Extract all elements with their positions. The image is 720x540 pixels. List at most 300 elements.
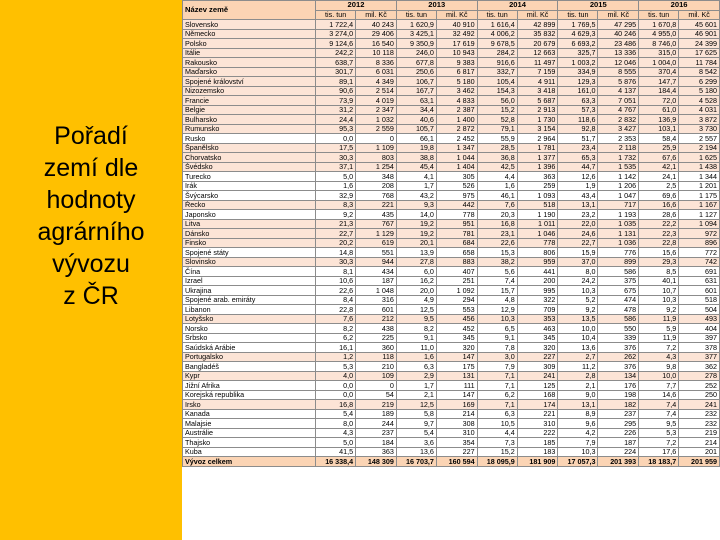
country-name-cell: Thajsko bbox=[183, 438, 316, 448]
volume-cell: 28,5 bbox=[477, 143, 517, 153]
value-cell: 183 bbox=[517, 447, 558, 457]
volume-cell: 38,8 bbox=[396, 153, 436, 163]
volume-cell: 43,2 bbox=[396, 191, 436, 201]
country-name-cell: Polsko bbox=[183, 39, 316, 49]
volume-cell: 19,8 bbox=[396, 143, 436, 153]
volume-cell: 63,3 bbox=[558, 96, 598, 106]
volume-cell: 9,1 bbox=[477, 333, 517, 343]
value-cell: 526 bbox=[436, 181, 477, 191]
country-name-cell: Švédsko bbox=[183, 162, 316, 172]
volume-cell: 1,7 bbox=[396, 181, 436, 191]
volume-cell: 34,4 bbox=[396, 105, 436, 115]
country-name-cell: Kuba bbox=[183, 447, 316, 457]
value-cell: 441 bbox=[517, 267, 558, 277]
table-row bbox=[183, 390, 720, 400]
value-cell: 375 bbox=[598, 276, 639, 286]
value-cell: 504 bbox=[679, 305, 720, 315]
value-cell: 675 bbox=[598, 286, 639, 296]
table-row bbox=[183, 134, 720, 144]
volume-cell: 12,5 bbox=[396, 400, 436, 410]
value-cell: 1 094 bbox=[679, 219, 720, 229]
value-cell: 262 bbox=[598, 352, 639, 362]
value-cell: 250 bbox=[679, 390, 720, 400]
unit-header: tis. tun bbox=[316, 10, 356, 20]
value-cell: 241 bbox=[517, 371, 558, 381]
value-cell: 899 bbox=[598, 257, 639, 267]
country-name-cell: Bulharsko bbox=[183, 115, 316, 125]
value-cell: 438 bbox=[356, 324, 397, 334]
value-cell: 310 bbox=[436, 428, 477, 438]
volume-cell: 25,9 bbox=[639, 143, 679, 153]
volume-cell: 79,1 bbox=[477, 124, 517, 134]
value-cell: 0 bbox=[356, 381, 397, 391]
volume-cell: 22,7 bbox=[316, 229, 356, 239]
value-cell: 182 bbox=[598, 400, 639, 410]
country-name-cell: Belgie bbox=[183, 105, 316, 115]
country-name-cell: Spojené království bbox=[183, 77, 316, 87]
volume-cell: 250,6 bbox=[396, 67, 436, 77]
value-cell: 278 bbox=[679, 371, 720, 381]
value-cell: 883 bbox=[436, 257, 477, 267]
volume-cell: 7,6 bbox=[316, 314, 356, 324]
total-value-cell: 160 594 bbox=[436, 457, 477, 467]
volume-cell: 22,6 bbox=[316, 286, 356, 296]
volume-cell: 16,2 bbox=[396, 276, 436, 286]
value-cell: 8 336 bbox=[356, 58, 397, 68]
value-cell: 776 bbox=[598, 248, 639, 258]
value-cell: 17 619 bbox=[436, 39, 477, 49]
value-cell: 109 bbox=[356, 371, 397, 381]
table-row bbox=[183, 362, 720, 372]
value-cell: 1 193 bbox=[598, 210, 639, 220]
volume-cell: 38,2 bbox=[477, 257, 517, 267]
volume-cell: 246,0 bbox=[396, 48, 436, 58]
volume-cell: 7,2 bbox=[639, 343, 679, 353]
value-cell: 184 bbox=[356, 438, 397, 448]
country-name-cell: Itálie bbox=[183, 48, 316, 58]
value-cell: 225 bbox=[356, 333, 397, 343]
country-name-cell: Maďarsko bbox=[183, 67, 316, 77]
value-cell: 118 bbox=[356, 352, 397, 362]
table-row bbox=[183, 438, 720, 448]
value-cell: 1 129 bbox=[356, 229, 397, 239]
table-row bbox=[183, 210, 720, 220]
value-cell: 17 625 bbox=[679, 48, 720, 58]
value-cell: 9 383 bbox=[436, 58, 477, 68]
value-cell: 10 943 bbox=[436, 48, 477, 58]
country-name-cell: Rumunsko bbox=[183, 124, 316, 134]
volume-cell: 55,9 bbox=[477, 134, 517, 144]
table-row bbox=[183, 324, 720, 334]
value-cell: 1 438 bbox=[679, 162, 720, 172]
volume-cell: 40,1 bbox=[639, 276, 679, 286]
table-row bbox=[183, 29, 720, 39]
volume-cell: 5,2 bbox=[558, 295, 598, 305]
volume-cell: 52,8 bbox=[477, 115, 517, 125]
volume-cell: 13,5 bbox=[558, 314, 598, 324]
volume-cell: 10,3 bbox=[477, 314, 517, 324]
country-name-cell: Litva bbox=[183, 219, 316, 229]
volume-cell: 9,5 bbox=[639, 419, 679, 429]
volume-cell: 0,0 bbox=[316, 390, 356, 400]
year-header-row bbox=[183, 1, 720, 11]
volume-cell: 9,8 bbox=[639, 362, 679, 372]
volume-cell: 9,5 bbox=[396, 314, 436, 324]
volume-cell: 3 274,0 bbox=[316, 29, 356, 39]
value-cell: 518 bbox=[679, 295, 720, 305]
volume-cell: 4,1 bbox=[396, 172, 436, 182]
volume-cell: 2,7 bbox=[558, 352, 598, 362]
volume-cell: 147,7 bbox=[639, 77, 679, 87]
value-cell: 12 046 bbox=[598, 58, 639, 68]
volume-cell: 3,0 bbox=[477, 352, 517, 362]
volume-cell: 8,2 bbox=[316, 324, 356, 334]
value-cell: 125 bbox=[517, 381, 558, 391]
volume-cell: 11,2 bbox=[558, 362, 598, 372]
value-cell: 404 bbox=[679, 324, 720, 334]
value-cell: 0 bbox=[356, 134, 397, 144]
volume-cell: 15,2 bbox=[477, 447, 517, 457]
value-cell: 1 167 bbox=[679, 200, 720, 210]
volume-cell: 1 004,0 bbox=[639, 58, 679, 68]
table-row bbox=[183, 267, 720, 277]
volume-cell: 9,2 bbox=[639, 305, 679, 315]
value-cell: 1 036 bbox=[598, 238, 639, 248]
value-cell: 208 bbox=[356, 181, 397, 191]
volume-cell: 27,8 bbox=[396, 257, 436, 267]
volume-cell: 24,1 bbox=[639, 172, 679, 182]
value-cell: 198 bbox=[598, 390, 639, 400]
value-cell: 174 bbox=[517, 400, 558, 410]
value-cell: 24 399 bbox=[679, 39, 720, 49]
volume-cell: 184,4 bbox=[639, 86, 679, 96]
volume-cell: 13,9 bbox=[396, 248, 436, 258]
volume-cell: 14,0 bbox=[396, 210, 436, 220]
value-cell: 1 127 bbox=[679, 210, 720, 220]
table-row bbox=[183, 20, 720, 30]
volume-cell: 284,2 bbox=[477, 48, 517, 58]
country-name-cell: Dánsko bbox=[183, 229, 316, 239]
value-cell: 3 154 bbox=[517, 124, 558, 134]
value-cell: 237 bbox=[356, 428, 397, 438]
value-cell: 353 bbox=[517, 314, 558, 324]
country-name-cell: Srbsko bbox=[183, 333, 316, 343]
volume-cell: 5,9 bbox=[639, 324, 679, 334]
table-row bbox=[183, 343, 720, 353]
country-name-cell: Ukrajina bbox=[183, 286, 316, 296]
volume-cell: 24,6 bbox=[558, 229, 598, 239]
table-row bbox=[183, 200, 720, 210]
volume-cell: 16,1 bbox=[316, 343, 356, 353]
table-row bbox=[183, 77, 720, 87]
unit-header: mil. Kč bbox=[356, 10, 397, 20]
volume-cell: 43,4 bbox=[558, 191, 598, 201]
volume-cell: 7,4 bbox=[477, 276, 517, 286]
volume-cell: 6,2 bbox=[316, 333, 356, 343]
country-name-cell: Turecko bbox=[183, 172, 316, 182]
value-cell: 1 201 bbox=[679, 181, 720, 191]
volume-cell: 4,3 bbox=[639, 352, 679, 362]
value-cell: 2 557 bbox=[679, 134, 720, 144]
value-cell: 2 452 bbox=[436, 134, 477, 144]
value-cell: 201 bbox=[679, 447, 720, 457]
value-cell: 227 bbox=[517, 352, 558, 362]
value-cell: 10 118 bbox=[356, 48, 397, 58]
value-cell: 360 bbox=[356, 343, 397, 353]
country-name-cell: Japonsko bbox=[183, 210, 316, 220]
value-cell: 1 048 bbox=[356, 286, 397, 296]
volume-cell: 22,3 bbox=[639, 229, 679, 239]
value-cell: 1 730 bbox=[517, 115, 558, 125]
value-cell: 16 540 bbox=[356, 39, 397, 49]
value-cell: 345 bbox=[436, 333, 477, 343]
value-cell: 226 bbox=[598, 428, 639, 438]
value-cell: 45 601 bbox=[679, 20, 720, 30]
value-cell: 1 404 bbox=[436, 162, 477, 172]
value-cell: 684 bbox=[436, 238, 477, 248]
volume-cell: 5,8 bbox=[396, 409, 436, 419]
volume-cell: 9,1 bbox=[396, 333, 436, 343]
volume-cell: 22,2 bbox=[639, 219, 679, 229]
value-cell: 251 bbox=[436, 276, 477, 286]
volume-cell: 20,0 bbox=[396, 286, 436, 296]
volume-cell: 10,7 bbox=[639, 286, 679, 296]
country-name-cell: Spojené arab. emiráty bbox=[183, 295, 316, 305]
value-cell: 1 011 bbox=[517, 219, 558, 229]
country-name-cell: Rusko bbox=[183, 134, 316, 144]
volume-cell: 61,0 bbox=[639, 105, 679, 115]
volume-cell: 7,8 bbox=[477, 343, 517, 353]
unit-header: tis. tun bbox=[558, 10, 598, 20]
volume-cell: 4,4 bbox=[477, 172, 517, 182]
value-cell: 210 bbox=[356, 362, 397, 372]
table-row bbox=[183, 39, 720, 49]
value-cell: 1 131 bbox=[598, 229, 639, 239]
value-cell: 362 bbox=[679, 362, 720, 372]
volume-cell: 22,0 bbox=[558, 219, 598, 229]
value-cell: 320 bbox=[436, 343, 477, 353]
value-cell: 550 bbox=[598, 324, 639, 334]
value-cell: 309 bbox=[517, 362, 558, 372]
volume-cell: 20,3 bbox=[477, 210, 517, 220]
volume-cell: 8,0 bbox=[558, 267, 598, 277]
value-cell: 474 bbox=[598, 295, 639, 305]
volume-cell: 44,7 bbox=[558, 162, 598, 172]
volume-cell: 6,0 bbox=[396, 267, 436, 277]
value-cell: 772 bbox=[679, 248, 720, 258]
country-name-cell: Finsko bbox=[183, 238, 316, 248]
value-cell: 5 687 bbox=[517, 96, 558, 106]
value-cell: 131 bbox=[436, 371, 477, 381]
volume-cell: 7,3 bbox=[477, 438, 517, 448]
table-row bbox=[183, 96, 720, 106]
volume-cell: 4,4 bbox=[477, 428, 517, 438]
total-label: Vývoz celkem bbox=[183, 457, 316, 467]
volume-cell: 10,3 bbox=[558, 447, 598, 457]
value-cell: 6 299 bbox=[679, 77, 720, 87]
value-cell: 2 353 bbox=[598, 134, 639, 144]
value-cell: 2 964 bbox=[517, 134, 558, 144]
volume-cell: 9 678,5 bbox=[477, 39, 517, 49]
value-cell: 40 243 bbox=[356, 20, 397, 30]
volume-cell: 42,5 bbox=[477, 162, 517, 172]
value-cell: 658 bbox=[436, 248, 477, 258]
volume-cell: 12,9 bbox=[477, 305, 517, 315]
volume-cell: 8,9 bbox=[558, 409, 598, 419]
table-row bbox=[183, 400, 720, 410]
volume-cell: 8,4 bbox=[316, 295, 356, 305]
volume-cell: 3 425,1 bbox=[396, 29, 436, 39]
volume-cell: 5,3 bbox=[316, 362, 356, 372]
volume-cell: 242,2 bbox=[316, 48, 356, 58]
volume-cell: 22,7 bbox=[558, 238, 598, 248]
total-value-cell: 201 393 bbox=[598, 457, 639, 467]
value-cell: 1 535 bbox=[598, 162, 639, 172]
volume-cell: 4,8 bbox=[477, 295, 517, 305]
value-cell: 3 872 bbox=[679, 115, 720, 125]
volume-cell: 916,6 bbox=[477, 58, 517, 68]
value-cell: 456 bbox=[436, 314, 477, 324]
value-cell: 1 396 bbox=[517, 162, 558, 172]
table-row bbox=[183, 86, 720, 96]
country-name-cell: Španělsko bbox=[183, 143, 316, 153]
country-name-cell: Kypr bbox=[183, 371, 316, 381]
value-cell: 1 732 bbox=[598, 153, 639, 163]
value-cell: 619 bbox=[356, 238, 397, 248]
volume-cell: 106,7 bbox=[396, 77, 436, 87]
value-cell: 2 347 bbox=[356, 105, 397, 115]
year-header: 2012 bbox=[316, 1, 397, 11]
value-cell: 778 bbox=[436, 210, 477, 220]
volume-cell: 14,8 bbox=[316, 248, 356, 258]
volume-cell: 2,1 bbox=[558, 381, 598, 391]
volume-cell: 332,7 bbox=[477, 67, 517, 77]
table-row bbox=[183, 419, 720, 429]
volume-cell: 1 620,9 bbox=[396, 20, 436, 30]
table-row bbox=[183, 447, 720, 457]
volume-cell: 0,0 bbox=[316, 134, 356, 144]
volume-cell: 45,4 bbox=[396, 162, 436, 172]
value-cell: 1 032 bbox=[356, 115, 397, 125]
volume-cell: 5,3 bbox=[639, 428, 679, 438]
value-cell: 1 377 bbox=[517, 153, 558, 163]
value-cell: 29 406 bbox=[356, 29, 397, 39]
value-cell: 434 bbox=[356, 267, 397, 277]
volume-cell: 1,6 bbox=[396, 352, 436, 362]
value-cell: 227 bbox=[436, 447, 477, 457]
volume-cell: 20,1 bbox=[396, 238, 436, 248]
volume-cell: 677,8 bbox=[396, 58, 436, 68]
value-cell: 305 bbox=[436, 172, 477, 182]
value-cell: 222 bbox=[517, 428, 558, 438]
volume-cell: 118,6 bbox=[558, 115, 598, 125]
volume-cell: 4,2 bbox=[558, 428, 598, 438]
value-cell: 1 400 bbox=[436, 115, 477, 125]
value-cell: 244 bbox=[356, 419, 397, 429]
table-row bbox=[183, 371, 720, 381]
volume-cell: 19,2 bbox=[396, 219, 436, 229]
volume-cell: 9,0 bbox=[558, 390, 598, 400]
volume-cell: 1 003,2 bbox=[558, 58, 598, 68]
value-cell: 221 bbox=[356, 200, 397, 210]
volume-cell: 95,3 bbox=[316, 124, 356, 134]
country-name-cell: Saúdská Arábie bbox=[183, 343, 316, 353]
country-name-cell: Austrálie bbox=[183, 428, 316, 438]
table-row bbox=[183, 409, 720, 419]
value-cell: 1 044 bbox=[436, 153, 477, 163]
volume-cell: 8,3 bbox=[316, 200, 356, 210]
value-cell: 5 876 bbox=[598, 77, 639, 87]
total-volume-cell: 16 338,4 bbox=[316, 457, 356, 467]
volume-cell: 4 629,3 bbox=[558, 29, 598, 39]
volume-cell: 15,6 bbox=[639, 248, 679, 258]
table-row bbox=[183, 124, 720, 134]
volume-cell: 5,0 bbox=[316, 438, 356, 448]
table-row bbox=[183, 219, 720, 229]
unit-header: tis. tun bbox=[396, 10, 436, 20]
table-row bbox=[183, 67, 720, 77]
volume-cell: 129,3 bbox=[558, 77, 598, 87]
value-cell: 397 bbox=[679, 333, 720, 343]
table-row bbox=[183, 381, 720, 391]
country-name-cell: Malajsie bbox=[183, 419, 316, 429]
value-cell: 1 109 bbox=[356, 143, 397, 153]
table-row bbox=[183, 105, 720, 115]
value-cell: 4 349 bbox=[356, 77, 397, 87]
value-cell: 601 bbox=[356, 305, 397, 315]
value-cell: 4 031 bbox=[679, 105, 720, 115]
value-cell: 806 bbox=[517, 248, 558, 258]
value-cell: 212 bbox=[356, 314, 397, 324]
value-cell: 176 bbox=[598, 381, 639, 391]
value-cell: 363 bbox=[517, 172, 558, 182]
volume-cell: 28,6 bbox=[639, 210, 679, 220]
country-name-cell: Nizozemsko bbox=[183, 86, 316, 96]
value-cell: 40 910 bbox=[436, 20, 477, 30]
value-cell: 175 bbox=[436, 362, 477, 372]
volume-cell: 6,3 bbox=[396, 362, 436, 372]
value-cell: 23 486 bbox=[598, 39, 639, 49]
value-cell: 200 bbox=[517, 276, 558, 286]
volume-cell: 7,9 bbox=[558, 438, 598, 448]
country-name-cell: Irák bbox=[183, 181, 316, 191]
value-cell: 4 528 bbox=[679, 96, 720, 106]
table-row bbox=[183, 143, 720, 153]
value-cell: 1 175 bbox=[679, 191, 720, 201]
value-cell: 2 514 bbox=[356, 86, 397, 96]
table-row bbox=[183, 48, 720, 58]
value-cell: 54 bbox=[356, 390, 397, 400]
country-name-cell: Řecko bbox=[183, 200, 316, 210]
year-header: 2016 bbox=[639, 1, 720, 11]
volume-cell: 4,0 bbox=[316, 371, 356, 381]
value-cell: 442 bbox=[436, 200, 477, 210]
volume-cell: 105,4 bbox=[477, 77, 517, 87]
value-cell: 1 046 bbox=[517, 229, 558, 239]
value-cell: 214 bbox=[436, 409, 477, 419]
volume-cell: 24,2 bbox=[558, 276, 598, 286]
table-row bbox=[183, 172, 720, 182]
volume-cell: 103,1 bbox=[639, 124, 679, 134]
value-cell: 363 bbox=[356, 447, 397, 457]
value-cell: 435 bbox=[356, 210, 397, 220]
volume-cell: 37,0 bbox=[558, 257, 598, 267]
value-cell: 348 bbox=[356, 172, 397, 182]
table-row bbox=[183, 58, 720, 68]
country-name-cell: Čína bbox=[183, 267, 316, 277]
volume-cell: 8,2 bbox=[396, 324, 436, 334]
volume-cell: 22,8 bbox=[639, 238, 679, 248]
